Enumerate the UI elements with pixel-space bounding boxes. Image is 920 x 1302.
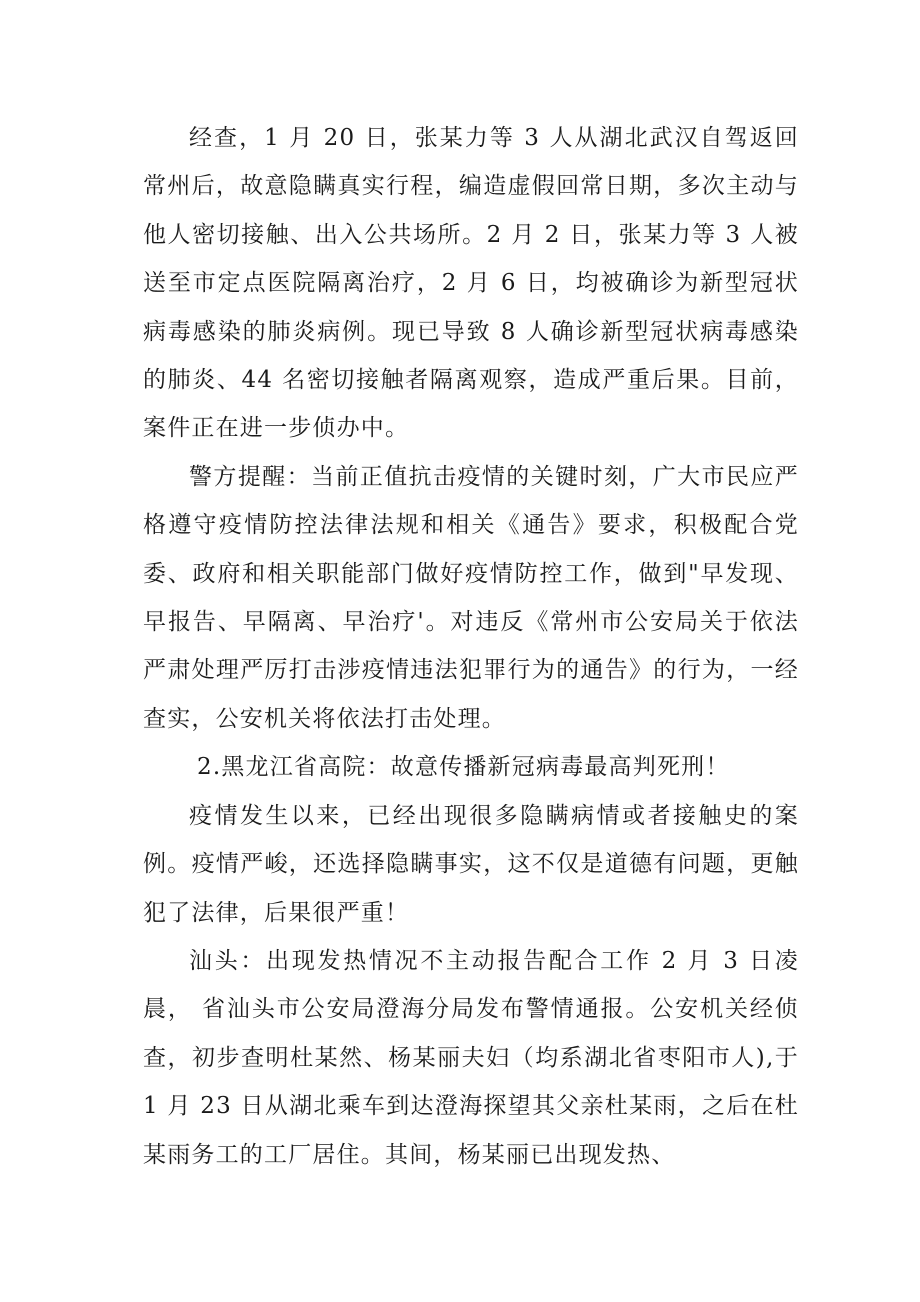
paragraph-concealment-cases: 疫情发生以来，已经出现很多隐瞒病情或者接触史的案例。疫情严峻，还选择隐瞒事实，这不仅是道德有问题，更触犯了法律，后果很严重！ [143,802,799,926]
paragraph-police-reminder: 警方提醒：当前正值抗击疫情的关键时刻，广大市民应严格遵守疫情防控法律法规和相关《通告》要求，积极配合党委、政府和相关职能部门做好疫情防控工作，做到"早发现、早报告、早隔离、早治疗'。对违反《常州市公安局关于依法严肃处理严厉打击涉疫情违法犯罪行为的通告》的行为，一经查实，公安机关将依法打击处理。 [143,463,799,732]
section-heading-heilongjiang: 2.黑龙江省高院：故意传播新冠病毒最高判死刑！ [197,754,730,781]
paragraph-changzhou-case: 经查，1 月 20 日，张某力等 3 人从湖北武汉自驾返回常州后，故意隐瞒真实行程，编造虚假回常日期，多次主动与他人密切接触、出入公共场所。2 月 2 日，张某力等 3 人被送至市定点医院隔离治疗，2 月 6 日，均被确诊为新型冠状病毒感染的肺炎病例。现已导致 8 人确诊新型冠状病毒感染的肺炎、44 名密切接触者隔离观察，造成严重后果。目前，案件正在进一步侦办中。 [143,125,799,442]
paragraph-shantou-case: 汕头：出现发热情况不主动报告配合工作 2 月 3 日凌晨， 省汕头市公安局澄海分局发布警情通报。公安机关经侦查，初步查明杜某然、杨某丽夫妇（均系湖北省枣阳市人),于 1 月 23 日从湖北乘车到达澄海探望其父亲杜某雨，之后在杜某雨务工的工厂居住。其间，杨某丽已出现发热、 [143,947,799,1168]
document-page [143,114,799,1179]
